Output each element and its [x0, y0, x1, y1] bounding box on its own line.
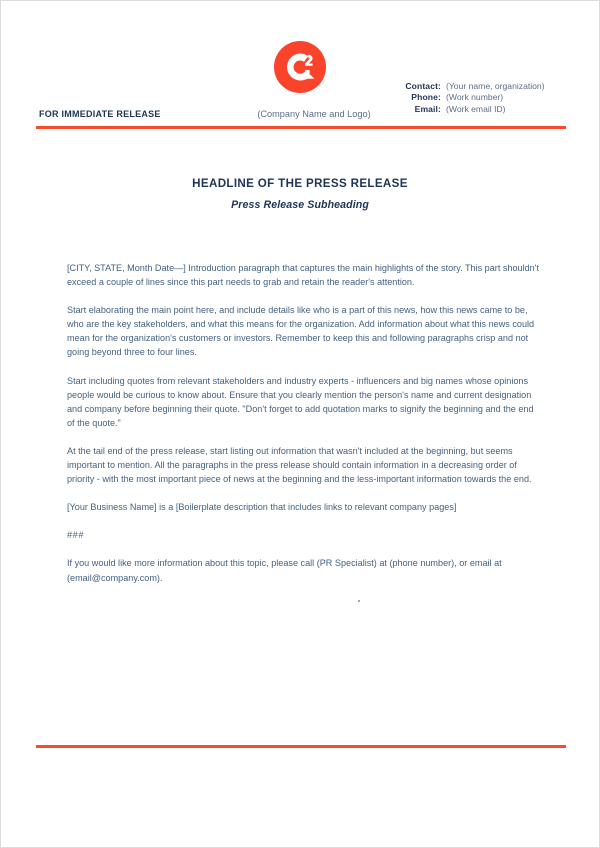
paragraph-details: Start elaborating the main point here, and include details like who is a part of this news, how this news came to be, who are the key stakeholders, and what this means for the organization. Add information about what this news could mean for the organization's customers or investors. Remember to keep this and following paragraphs crisp and not going beyond three to four lines. — [67, 305, 535, 358]
paragraph-contact-info: If you would like more information about this topic, please call (PR Specialist) at (phone number), or email at (email@company.com). — [67, 558, 502, 583]
company-name-placeholder: (Company Name and Logo) — [257, 109, 371, 119]
document-header — [1, 1, 599, 133]
paragraph-quotes: Start including quotes from relevant stakeholders and industry experts - influencers and big names whose opinions people would be curious to know about. Ensure that you clearly mention the person's name and current designation and company before beginning their quote. "Don't forget to add quotation marks to signify the beginning and the end of the quote." — [67, 375, 534, 428]
for-immediate-release-label: FOR IMMEDIATE RELEASE — [39, 109, 161, 119]
phone-value: (Work number) — [446, 92, 504, 103]
paragraph-closing-details: At the tail end of the press release, start listing out information that wasn't included at the beginning, but seems important to mention. All the paragraphs in the press release should contain information in a decreasing order of priority - with the most important piece of news at the beginning and the less-important information towards the end. — [67, 445, 532, 485]
contact-row-phone — [389, 92, 564, 103]
titles-block — [1, 177, 599, 211]
contact-row-name — [389, 81, 564, 92]
end-marker: ### — [67, 530, 84, 541]
contact-value: (Your name, organization) — [446, 81, 545, 91]
stray-punctuation-mark — [358, 600, 360, 602]
email-label: Email: — [414, 103, 441, 114]
body-copy — [67, 261, 539, 585]
g2-logo-icon — [274, 41, 326, 93]
paragraph-intro: [CITY, STATE, Month Date—] Introduction paragraph that captures the main highlights of the story. This part shouldn't exceed a couple of lines since this part needs to grab and retain the reader's attention. — [67, 263, 539, 288]
email-value: (Work email ID) — [446, 103, 506, 114]
page-subtitle: Press Release Subheading — [231, 199, 369, 211]
paragraph-boilerplate: [Your Business Name] is a [Boilerplate description that includes links to relevant company pages] — [67, 502, 457, 513]
page-title: HEADLINE OF THE PRESS RELEASE — [192, 177, 408, 190]
contact-label: Contact: — [405, 81, 441, 91]
release-row — [36, 109, 564, 123]
phone-label: Phone: — [411, 92, 441, 103]
header-divider-rule — [36, 126, 566, 129]
footer-divider-rule — [36, 745, 566, 748]
